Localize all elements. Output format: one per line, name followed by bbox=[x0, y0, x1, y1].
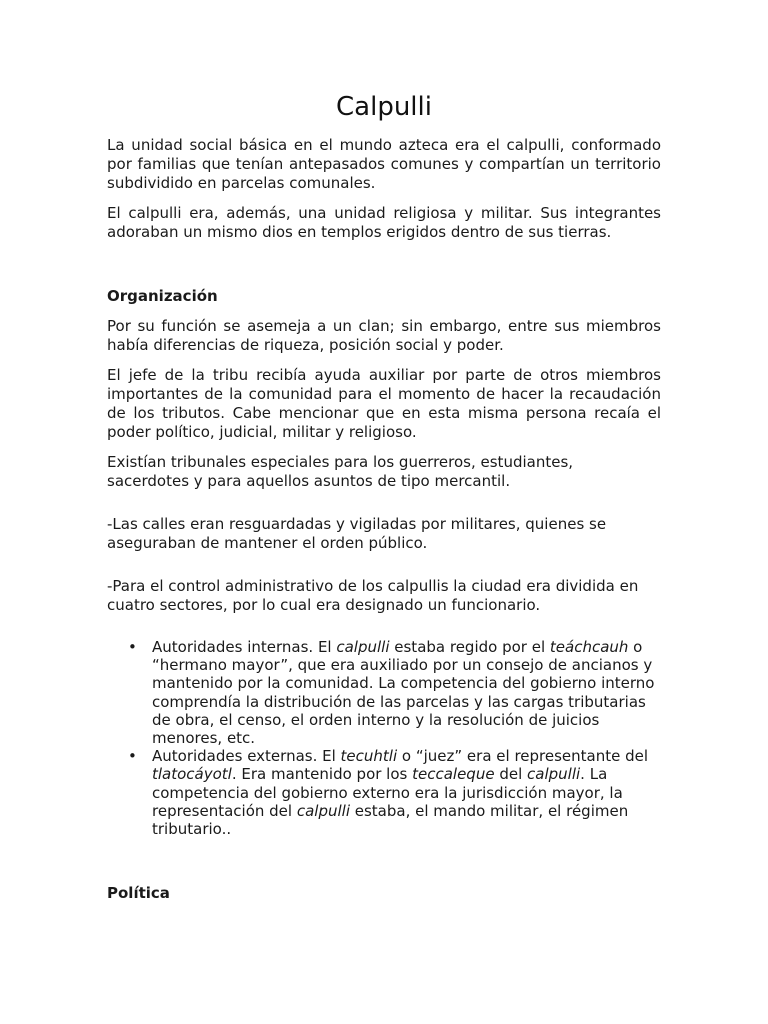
text-run: estaba, el mando militar, el régimen tributario.. bbox=[152, 801, 629, 839]
bullet-icon: • bbox=[128, 638, 137, 656]
list-item bbox=[107, 638, 661, 747]
text-run: estaba regido por el bbox=[389, 638, 550, 656]
bullet-icon: • bbox=[128, 747, 137, 766]
italic-term: calpulli bbox=[336, 638, 390, 656]
organizacion-paragraph-5 bbox=[107, 577, 661, 615]
italic-term: calpulli bbox=[527, 765, 581, 784]
organizacion-paragraph-3-line-1: Existían tribunales especiales para los guerreros, estudiantes, bbox=[107, 453, 574, 471]
organizacion-paragraph-5-line-1: -Para el control administrativo de los calpullis la ciudad era dividida en bbox=[107, 577, 639, 595]
page-title: Calpulli bbox=[336, 92, 432, 122]
text-run: o “hermano mayor”, que era auxiliado por un consejo de ancianos y mantenido por la comunidad. La competencia del gobierno interno comprendía la distribución de las parcelas y las cargas tributarias de obra, el censo, el orden interno y la resolución de juicios menores, etc. bbox=[152, 638, 655, 748]
section-heading-organizacion: Organización bbox=[107, 287, 218, 305]
italic-term: calpulli bbox=[296, 801, 350, 820]
text-run: o “juez” era el representante del bbox=[397, 747, 649, 766]
list-item bbox=[107, 747, 661, 838]
italic-term: teáchcauh bbox=[549, 638, 629, 656]
authorities-list bbox=[107, 638, 661, 838]
list-item-text bbox=[152, 747, 648, 838]
italic-term: tecuhtli bbox=[340, 747, 398, 766]
text-run: Autoridades externas. El bbox=[152, 747, 341, 766]
organizacion-paragraph-1: Por su función se asemeja a un clan; sin embargo, entre sus miembros había diferencias de riqueza, posición social y poder. bbox=[107, 317, 661, 354]
text-run: . La competencia del gobierno externo era la jurisdicción mayor, la representación del bbox=[152, 765, 623, 820]
organizacion-paragraph-4-line-2: aseguraban de mantener el orden público. bbox=[107, 534, 428, 552]
italic-term: teccaleque bbox=[412, 765, 495, 784]
text-run: Autoridades internas. El bbox=[152, 638, 337, 656]
organizacion-paragraph-4-line-1: -Las calles eran resguardadas y vigiladas por militares, quienes se bbox=[107, 515, 607, 533]
list-item-text bbox=[152, 638, 654, 747]
organizacion-paragraph-4 bbox=[107, 515, 661, 553]
document-page bbox=[107, 88, 661, 903]
section-heading-politica: Política bbox=[107, 884, 170, 903]
organizacion-paragraph-3-line-2: sacerdotes y para aquellos asuntos de tipo mercantil. bbox=[107, 472, 511, 490]
organizacion-paragraph-2: El jefe de la tribu recibía ayuda auxiliar por parte de otros miembros importantes de la comunidad para el momento de hacer la recaudación de los tributos. Cabe mencionar que en esta misma persona recaía el poder político, judicial, militar y religioso. bbox=[107, 366, 661, 441]
text-run: del bbox=[494, 765, 528, 784]
italic-term: tlatocáyotl bbox=[152, 765, 232, 784]
intro-paragraph-1: La unidad social básica en el mundo azteca era el calpulli, conformado por familias que tenían antepasados comunes y compartían un territorio subdividido en parcelas comunales. bbox=[107, 136, 661, 192]
text-run: . Era mantenido por los bbox=[231, 765, 413, 784]
organizacion-paragraph-5-line-2: cuatro sectores, por lo cual era designado un funcionario. bbox=[107, 596, 541, 614]
organizacion-paragraph-3 bbox=[107, 453, 661, 491]
intro-paragraph-2: El calpulli era, además, una unidad religiosa y militar. Sus integrantes adoraban un mismo dios en templos erigidos dentro de sus tierras. bbox=[107, 204, 661, 241]
